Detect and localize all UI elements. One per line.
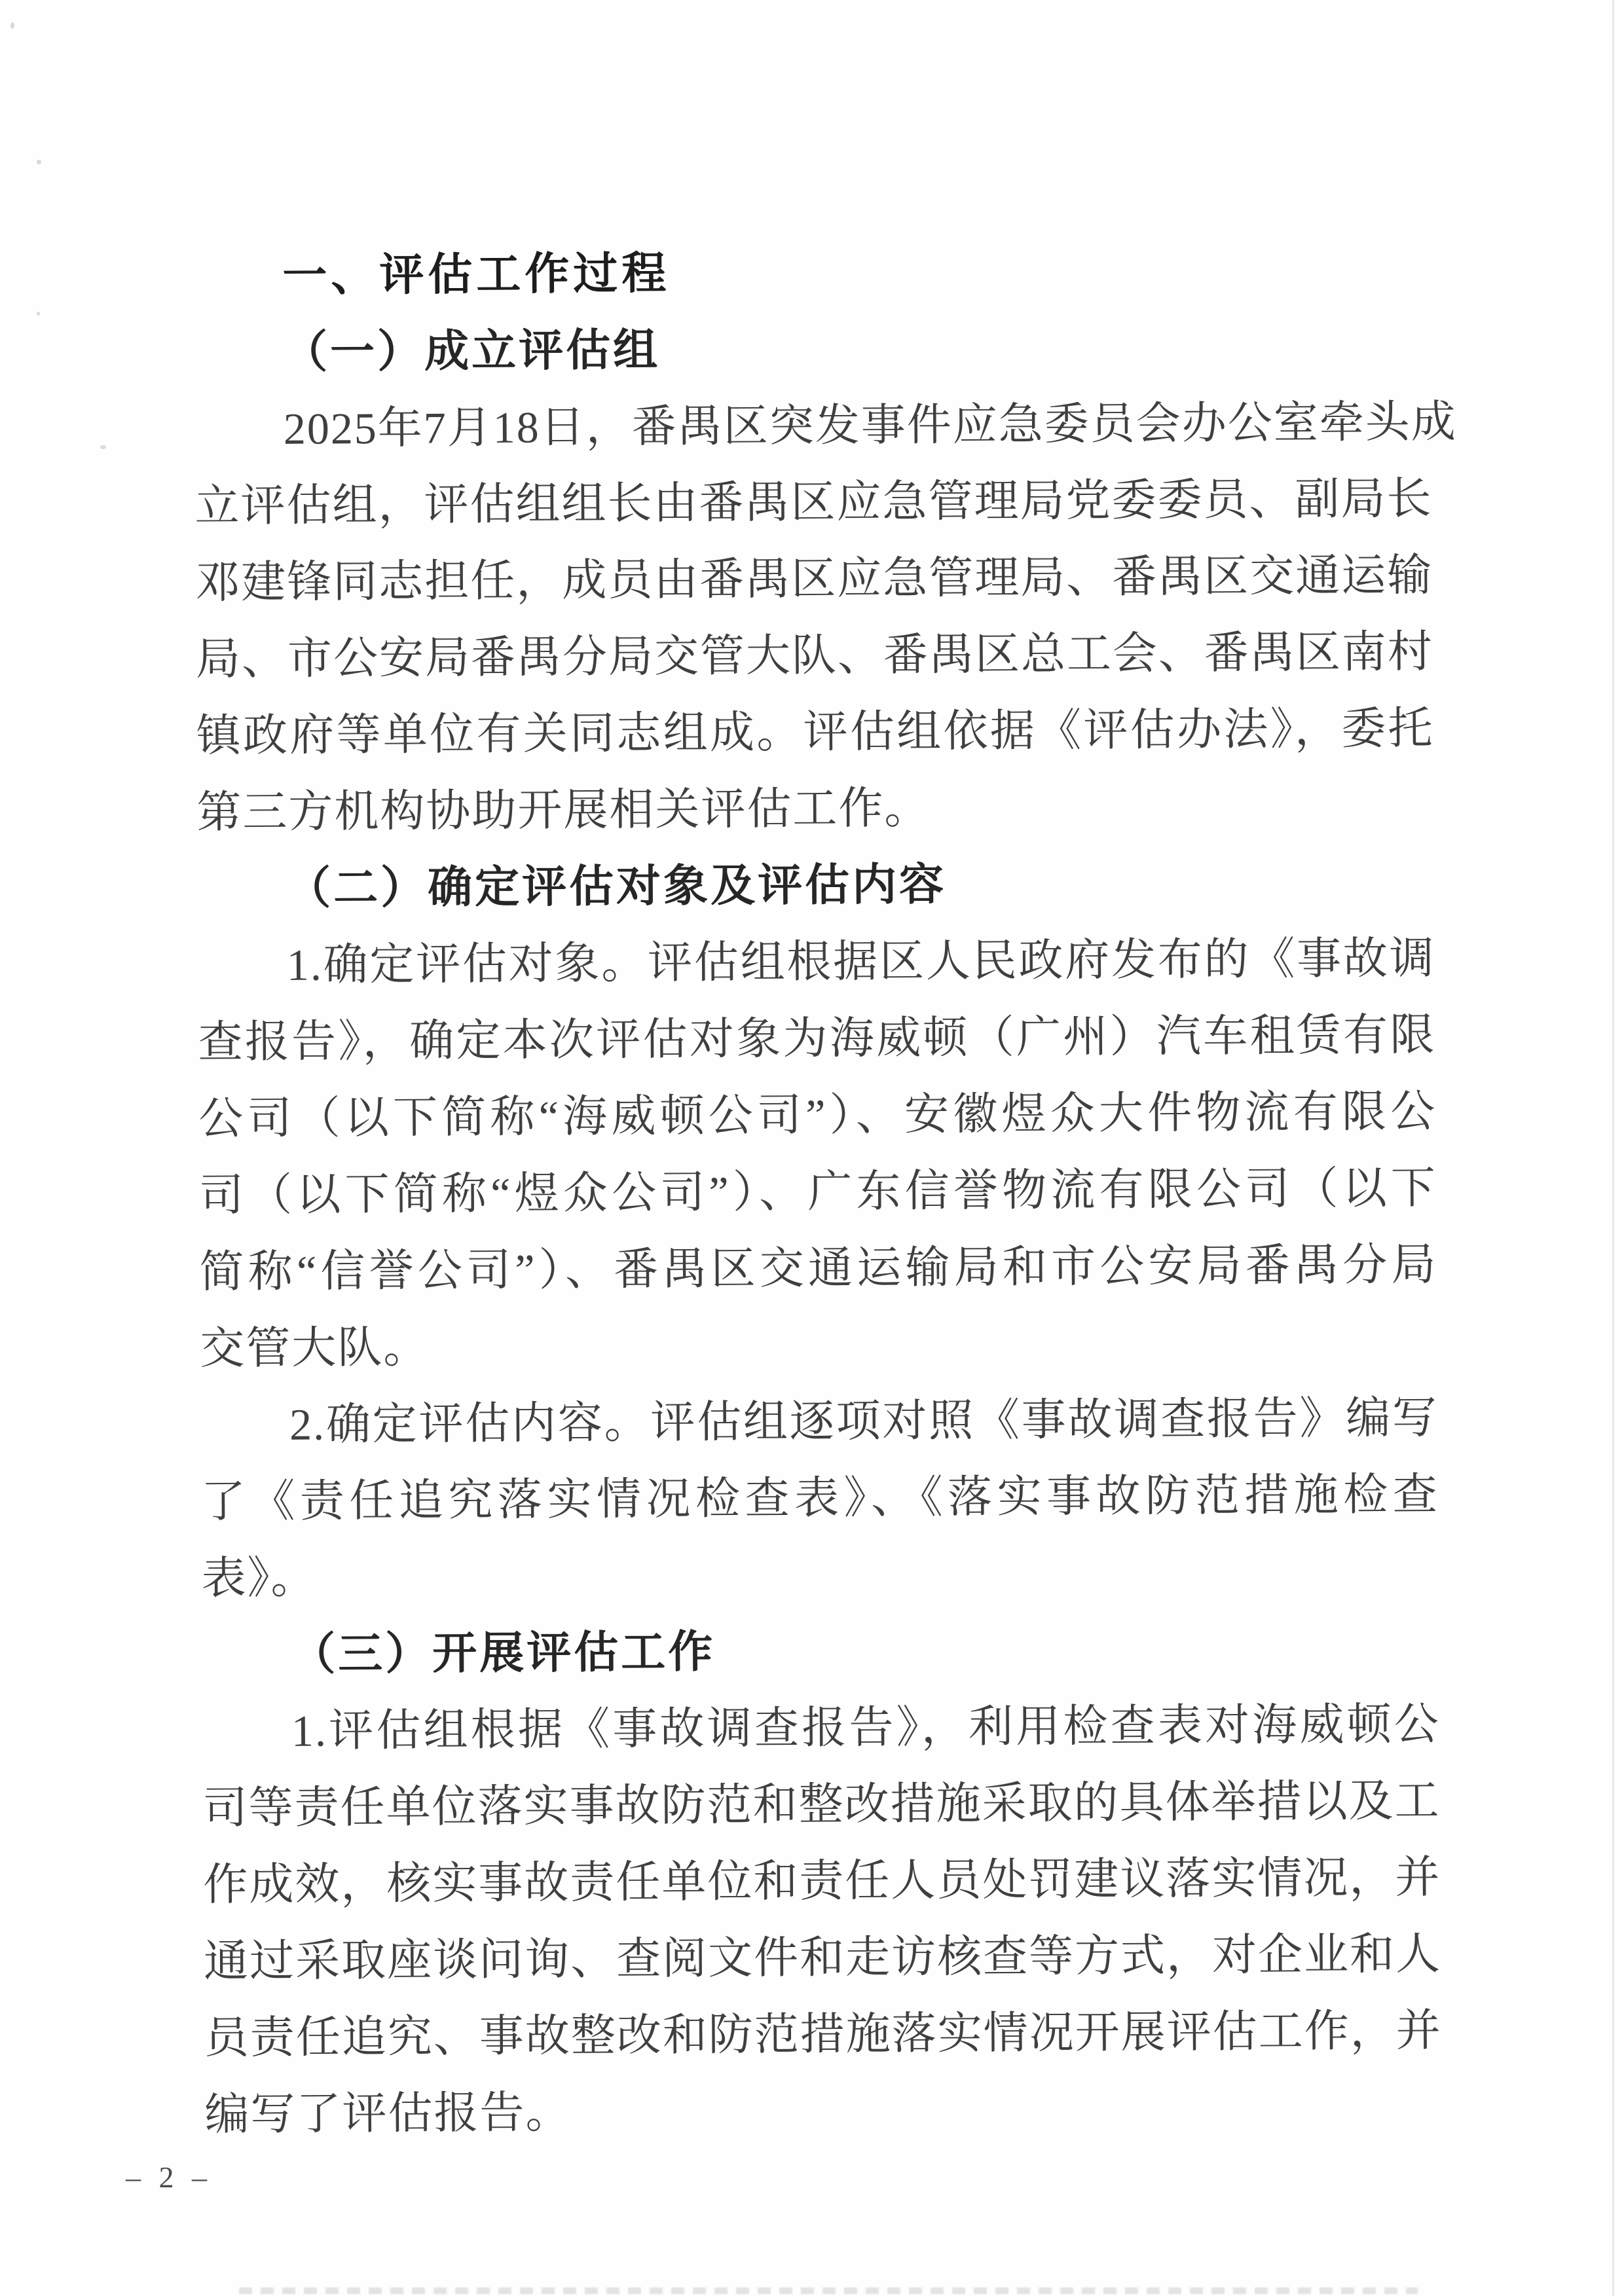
section-1-heading: （一）成立评估组 — [282, 325, 661, 377]
body-line: 2.确定评估内容。评估组逐项对照《事故调查报告》编写 — [289, 1393, 1439, 1449]
body-line: 立评估组，评估组组长由番禺区应急管理局党委委员、副局长 — [194, 473, 1433, 531]
body-line: 交管大队。 — [200, 1322, 430, 1374]
body-line: 镇政府等单位有关同志组成。评估组依据《评估办法》，委托 — [196, 703, 1434, 761]
body-line: 编写了评估报告。 — [204, 2087, 572, 2140]
main-heading: 一、评估工作过程 — [282, 248, 671, 301]
section-3-heading: （三）开展评估工作 — [291, 1626, 716, 1679]
body-line: 表》。 — [201, 1552, 317, 1603]
body-line: 了《责任追究落实情况检查表》、《落实事故防范措施检查 — [200, 1469, 1439, 1527]
body-line: 作成效，核实事故责任单位和责任人员处罚建议落实情况，并 — [203, 1852, 1441, 1910]
body-line: 员责任追究、事故整改和防范措施落实情况开展评估工作，并 — [204, 2005, 1443, 2063]
body-line: 通过采取座谈问询、查阅文件和走访核查等方式，对企业和人 — [203, 1929, 1442, 1986]
body-line: 2025年7月18日，番禺区突发事件应急委员会办公室牵头成 — [283, 396, 1458, 454]
body-line: 简称“信誉公司”）、番禺区交通运输局和市公安局番禺分局 — [199, 1239, 1437, 1297]
document-content — [193, 230, 1458, 2153]
body-line: 公司（以下简称“海威顿公司”）、安徽煜众大件物流有限公 — [198, 1086, 1437, 1144]
body-line: 司等责任单位落实事故防范和整改措施采取的具体举措以及工 — [202, 1776, 1441, 1833]
body-line: 司（以下简称“煜众公司”）、广东信誉物流有限公司（以下 — [198, 1163, 1437, 1220]
body-line: 第三方机构协助开展相关评估工作。 — [196, 782, 931, 837]
body-line: 1.评估组根据《事故调查报告》，利用检查表对海威顿公 — [291, 1699, 1441, 1756]
scan-speck — [10, 22, 14, 29]
body-line: 查报告》，确定本次评估对象为海威顿（广州）汽车租赁有限 — [198, 1010, 1436, 1067]
body-line: 邓建锋同志担任，成员由番禺区应急管理局、番禺区交通运输 — [194, 550, 1433, 608]
scan-speck — [37, 312, 40, 316]
scan-edge-line — [1612, 0, 1614, 2296]
scan-speck — [37, 160, 41, 164]
body-line: 局、市公安局番禺分局交管大队、番禺区总工会、番禺区南村 — [195, 627, 1434, 684]
body-line: 1.确定评估对象。评估组根据区人民政府发布的《事故调 — [286, 933, 1436, 990]
section-2-heading: （二）确定评估对象及评估内容 — [286, 859, 947, 913]
page-number: – 2 – — [126, 2160, 212, 2194]
scan-speck — [100, 445, 106, 449]
scan-bleed-through — [239, 2287, 1418, 2294]
